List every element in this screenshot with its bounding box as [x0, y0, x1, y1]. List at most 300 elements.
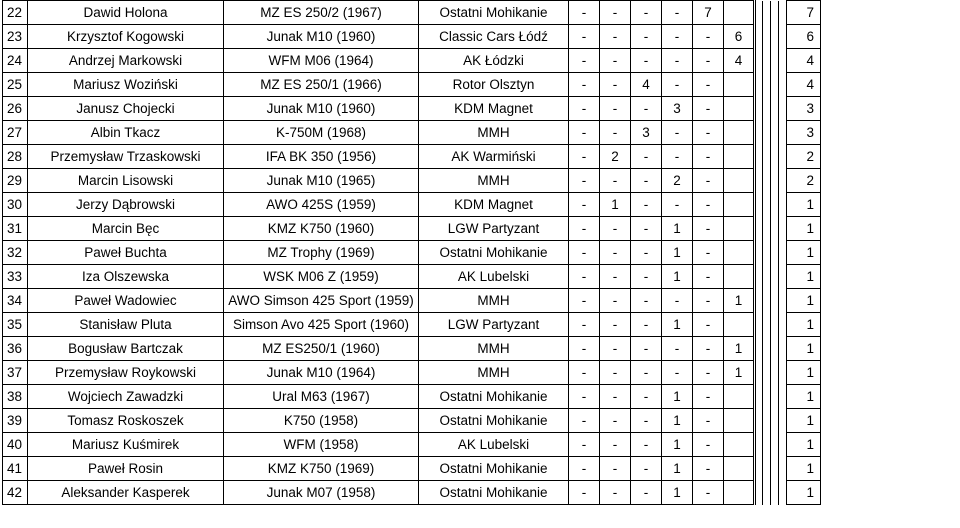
separator-cell — [755, 409, 763, 433]
round-1-points-cell: - — [569, 49, 600, 73]
club-cell: Ostatni Mohikanie — [419, 385, 569, 409]
separator-cell — [771, 265, 779, 289]
separator-cell — [763, 361, 771, 385]
separator-cell — [779, 457, 787, 481]
club-cell: LGW Partyzant — [419, 313, 569, 337]
rider-name-cell: Krzysztof Kogowski — [28, 25, 224, 49]
round-4-points-cell: 2 — [662, 169, 693, 193]
club-cell: AK Warmiński — [419, 145, 569, 169]
round-6-points-cell — [724, 433, 755, 457]
round-2-points-cell: - — [600, 457, 631, 481]
round-4-points-cell: 3 — [662, 97, 693, 121]
rider-name-cell: Paweł Rosin — [28, 457, 224, 481]
table-row — [3, 337, 821, 361]
separator-cell — [755, 385, 763, 409]
separator-cell — [771, 457, 779, 481]
separator-cell — [771, 481, 779, 505]
round-6-points-cell — [724, 145, 755, 169]
separator-cell — [763, 241, 771, 265]
total-points-cell: 1 — [787, 433, 821, 457]
round-5-points-cell: - — [693, 25, 724, 49]
separator-cell — [779, 97, 787, 121]
round-3-points-cell: - — [631, 289, 662, 313]
table-row — [3, 241, 821, 265]
motorcycle-cell: Junak M10 (1965) — [224, 169, 419, 193]
round-3-points-cell: - — [631, 433, 662, 457]
separator-cell — [763, 313, 771, 337]
separator-cell — [763, 1, 771, 25]
rider-name-cell: Paweł Wadowiec — [28, 289, 224, 313]
separator-cell — [771, 25, 779, 49]
club-cell: Ostatni Mohikanie — [419, 481, 569, 505]
round-3-points-cell: - — [631, 97, 662, 121]
round-4-points-cell: 1 — [662, 385, 693, 409]
motorcycle-cell: WSK M06 Z (1959) — [224, 265, 419, 289]
round-6-points-cell — [724, 313, 755, 337]
position-cell: 30 — [3, 193, 28, 217]
total-points-cell: 1 — [787, 361, 821, 385]
rider-name-cell: Iza Olszewska — [28, 265, 224, 289]
round-2-points-cell: - — [600, 49, 631, 73]
separator-cell — [779, 481, 787, 505]
motorcycle-cell: IFA BK 350 (1956) — [224, 145, 419, 169]
separator-cell — [771, 193, 779, 217]
rider-name-cell: Mariusz Kuśmirek — [28, 433, 224, 457]
table-row — [3, 25, 821, 49]
round-4-points-cell: - — [662, 49, 693, 73]
separator-cell — [771, 409, 779, 433]
total-points-cell: 1 — [787, 289, 821, 313]
position-cell: 37 — [3, 361, 28, 385]
separator-cell — [763, 25, 771, 49]
position-cell: 40 — [3, 433, 28, 457]
round-4-points-cell: - — [662, 145, 693, 169]
round-3-points-cell: 4 — [631, 73, 662, 97]
separator-cell — [779, 241, 787, 265]
table-row — [3, 217, 821, 241]
separator-cell — [763, 49, 771, 73]
separator-cell — [755, 361, 763, 385]
round-3-points-cell: - — [631, 361, 662, 385]
total-points-cell: 1 — [787, 385, 821, 409]
table-row — [3, 433, 821, 457]
round-2-points-cell: 2 — [600, 145, 631, 169]
separator-cell — [755, 25, 763, 49]
separator-cell — [755, 121, 763, 145]
round-4-points-cell: - — [662, 25, 693, 49]
round-1-points-cell: - — [569, 409, 600, 433]
position-cell: 42 — [3, 481, 28, 505]
separator-cell — [771, 241, 779, 265]
separator-cell — [763, 121, 771, 145]
separator-cell — [763, 97, 771, 121]
separator-cell — [771, 169, 779, 193]
table-row — [3, 265, 821, 289]
position-cell: 25 — [3, 73, 28, 97]
results-table — [2, 0, 821, 505]
club-cell: Ostatni Mohikanie — [419, 457, 569, 481]
round-1-points-cell: - — [569, 97, 600, 121]
round-5-points-cell: - — [693, 409, 724, 433]
motorcycle-cell: MZ ES250/1 (1960) — [224, 337, 419, 361]
round-2-points-cell: - — [600, 241, 631, 265]
round-2-points-cell: - — [600, 121, 631, 145]
motorcycle-cell: MZ ES 250/1 (1966) — [224, 73, 419, 97]
total-points-cell: 1 — [787, 241, 821, 265]
motorcycle-cell: WFM (1958) — [224, 433, 419, 457]
round-4-points-cell: - — [662, 361, 693, 385]
separator-cell — [771, 217, 779, 241]
round-6-points-cell — [724, 1, 755, 25]
position-cell: 41 — [3, 457, 28, 481]
club-cell: AK Lubelski — [419, 265, 569, 289]
separator-cell — [755, 337, 763, 361]
position-cell: 38 — [3, 385, 28, 409]
position-cell: 28 — [3, 145, 28, 169]
table-row — [3, 145, 821, 169]
round-2-points-cell: - — [600, 481, 631, 505]
club-cell: MMH — [419, 337, 569, 361]
separator-cell — [771, 49, 779, 73]
separator-cell — [779, 217, 787, 241]
club-cell: Classic Cars Łódź — [419, 25, 569, 49]
round-3-points-cell: - — [631, 409, 662, 433]
motorcycle-cell: K-750M (1968) — [224, 121, 419, 145]
separator-cell — [771, 145, 779, 169]
total-points-cell: 4 — [787, 73, 821, 97]
round-4-points-cell: 1 — [662, 241, 693, 265]
round-5-points-cell: - — [693, 265, 724, 289]
round-6-points-cell — [724, 409, 755, 433]
separator-cell — [779, 121, 787, 145]
motorcycle-cell: KMZ K750 (1960) — [224, 217, 419, 241]
round-2-points-cell: - — [600, 73, 631, 97]
round-2-points-cell: - — [600, 409, 631, 433]
total-points-cell: 1 — [787, 481, 821, 505]
club-cell: Ostatni Mohikanie — [419, 409, 569, 433]
round-5-points-cell: - — [693, 121, 724, 145]
separator-cell — [779, 169, 787, 193]
table-row — [3, 313, 821, 337]
round-5-points-cell: - — [693, 217, 724, 241]
rider-name-cell: Bogusław Bartczak — [28, 337, 224, 361]
separator-cell — [779, 433, 787, 457]
round-6-points-cell — [724, 457, 755, 481]
round-2-points-cell: - — [600, 289, 631, 313]
table-row — [3, 169, 821, 193]
round-3-points-cell: - — [631, 337, 662, 361]
motorcycle-cell: AWO 425S (1959) — [224, 193, 419, 217]
round-4-points-cell: - — [662, 121, 693, 145]
total-points-cell: 4 — [787, 49, 821, 73]
position-cell: 35 — [3, 313, 28, 337]
table-row — [3, 121, 821, 145]
round-4-points-cell: - — [662, 193, 693, 217]
position-cell: 36 — [3, 337, 28, 361]
total-points-cell: 1 — [787, 409, 821, 433]
separator-cell — [763, 169, 771, 193]
round-5-points-cell: 7 — [693, 1, 724, 25]
table-row — [3, 409, 821, 433]
separator-cell — [779, 313, 787, 337]
club-cell: Ostatni Mohikanie — [419, 241, 569, 265]
total-points-cell: 1 — [787, 265, 821, 289]
table-row — [3, 361, 821, 385]
round-6-points-cell: 4 — [724, 49, 755, 73]
round-3-points-cell: - — [631, 49, 662, 73]
table-row — [3, 97, 821, 121]
separator-cell — [755, 169, 763, 193]
separator-cell — [779, 385, 787, 409]
separator-cell — [763, 385, 771, 409]
motorcycle-cell: Simson Avo 425 Sport (1960) — [224, 313, 419, 337]
round-5-points-cell: - — [693, 481, 724, 505]
round-6-points-cell: 6 — [724, 25, 755, 49]
separator-cell — [779, 1, 787, 25]
separator-cell — [755, 433, 763, 457]
separator-cell — [771, 361, 779, 385]
separator-cell — [755, 313, 763, 337]
club-cell: MMH — [419, 289, 569, 313]
position-cell: 32 — [3, 241, 28, 265]
round-3-points-cell: - — [631, 313, 662, 337]
round-5-points-cell: - — [693, 289, 724, 313]
round-4-points-cell: 1 — [662, 265, 693, 289]
rider-name-cell: Tomasz Roskoszek — [28, 409, 224, 433]
club-cell: MMH — [419, 169, 569, 193]
total-points-cell: 1 — [787, 217, 821, 241]
round-3-points-cell: - — [631, 457, 662, 481]
separator-cell — [779, 265, 787, 289]
round-5-points-cell: - — [693, 361, 724, 385]
separator-cell — [763, 409, 771, 433]
rider-name-cell: Mariusz Woziński — [28, 73, 224, 97]
position-cell: 33 — [3, 265, 28, 289]
rider-name-cell: Przemysław Roykowski — [28, 361, 224, 385]
separator-cell — [771, 73, 779, 97]
total-points-cell: 2 — [787, 145, 821, 169]
separator-cell — [763, 265, 771, 289]
separator-cell — [763, 337, 771, 361]
round-5-points-cell: - — [693, 49, 724, 73]
separator-cell — [755, 481, 763, 505]
round-2-points-cell: - — [600, 337, 631, 361]
club-cell: KDM Magnet — [419, 97, 569, 121]
round-1-points-cell: - — [569, 169, 600, 193]
separator-cell — [779, 361, 787, 385]
round-5-points-cell: - — [693, 241, 724, 265]
total-points-cell: 1 — [787, 457, 821, 481]
position-cell: 27 — [3, 121, 28, 145]
motorcycle-cell: Junak M10 (1960) — [224, 97, 419, 121]
position-cell: 31 — [3, 217, 28, 241]
rider-name-cell: Jerzy Dąbrowski — [28, 193, 224, 217]
separator-cell — [779, 145, 787, 169]
separator-cell — [763, 217, 771, 241]
round-5-points-cell: - — [693, 337, 724, 361]
table-row — [3, 289, 821, 313]
round-4-points-cell: 1 — [662, 481, 693, 505]
separator-cell — [779, 409, 787, 433]
round-1-points-cell: - — [569, 385, 600, 409]
round-3-points-cell: - — [631, 145, 662, 169]
separator-cell — [763, 457, 771, 481]
round-6-points-cell — [724, 193, 755, 217]
round-1-points-cell: - — [569, 361, 600, 385]
round-6-points-cell — [724, 385, 755, 409]
round-5-points-cell: - — [693, 73, 724, 97]
separator-cell — [771, 1, 779, 25]
separator-cell — [755, 145, 763, 169]
round-1-points-cell: - — [569, 481, 600, 505]
round-5-points-cell: - — [693, 457, 724, 481]
round-6-points-cell — [724, 169, 755, 193]
club-cell: KDM Magnet — [419, 193, 569, 217]
round-1-points-cell: - — [569, 241, 600, 265]
total-points-cell: 7 — [787, 1, 821, 25]
round-2-points-cell: - — [600, 1, 631, 25]
club-cell: AK Lubelski — [419, 433, 569, 457]
rider-name-cell: Przemysław Trzaskowski — [28, 145, 224, 169]
total-points-cell: 1 — [787, 193, 821, 217]
club-cell: MMH — [419, 121, 569, 145]
round-5-points-cell: - — [693, 145, 724, 169]
position-cell: 39 — [3, 409, 28, 433]
motorcycle-cell: K750 (1958) — [224, 409, 419, 433]
rider-name-cell: Marcin Bęc — [28, 217, 224, 241]
results-body — [3, 1, 821, 505]
motorcycle-cell: Junak M07 (1958) — [224, 481, 419, 505]
separator-cell — [763, 193, 771, 217]
position-cell: 22 — [3, 1, 28, 25]
separator-cell — [755, 1, 763, 25]
position-cell: 29 — [3, 169, 28, 193]
separator-cell — [755, 193, 763, 217]
total-points-cell: 3 — [787, 121, 821, 145]
round-6-points-cell — [724, 73, 755, 97]
separator-cell — [755, 73, 763, 97]
round-2-points-cell: - — [600, 361, 631, 385]
separator-cell — [763, 481, 771, 505]
round-1-points-cell: - — [569, 193, 600, 217]
separator-cell — [779, 193, 787, 217]
round-3-points-cell: - — [631, 169, 662, 193]
rider-name-cell: Dawid Holona — [28, 1, 224, 25]
round-6-points-cell — [724, 217, 755, 241]
total-points-cell: 3 — [787, 97, 821, 121]
separator-cell — [763, 73, 771, 97]
rider-name-cell: Aleksander Kasperek — [28, 481, 224, 505]
separator-cell — [779, 337, 787, 361]
round-3-points-cell: - — [631, 481, 662, 505]
position-cell: 34 — [3, 289, 28, 313]
round-3-points-cell: - — [631, 1, 662, 25]
round-5-points-cell: - — [693, 169, 724, 193]
round-6-points-cell — [724, 265, 755, 289]
round-5-points-cell: - — [693, 433, 724, 457]
round-3-points-cell: - — [631, 265, 662, 289]
rider-name-cell: Janusz Chojecki — [28, 97, 224, 121]
separator-cell — [755, 241, 763, 265]
separator-cell — [771, 337, 779, 361]
separator-cell — [771, 385, 779, 409]
table-row — [3, 193, 821, 217]
round-1-points-cell: - — [569, 313, 600, 337]
separator-cell — [771, 121, 779, 145]
motorcycle-cell: Ural M63 (1967) — [224, 385, 419, 409]
motorcycle-cell: Junak M10 (1960) — [224, 25, 419, 49]
round-1-points-cell: - — [569, 25, 600, 49]
round-1-points-cell: - — [569, 337, 600, 361]
separator-cell — [779, 25, 787, 49]
separator-cell — [755, 49, 763, 73]
round-1-points-cell: - — [569, 121, 600, 145]
rider-name-cell: Albin Tkacz — [28, 121, 224, 145]
round-6-points-cell — [724, 97, 755, 121]
club-cell: AK Łódzki — [419, 49, 569, 73]
club-cell: Rotor Olsztyn — [419, 73, 569, 97]
round-6-points-cell — [724, 481, 755, 505]
table-row — [3, 49, 821, 73]
round-1-points-cell: - — [569, 289, 600, 313]
round-1-points-cell: - — [569, 265, 600, 289]
motorcycle-cell: Junak M10 (1964) — [224, 361, 419, 385]
separator-cell — [779, 73, 787, 97]
round-6-points-cell: 1 — [724, 337, 755, 361]
round-2-points-cell: - — [600, 265, 631, 289]
separator-cell — [755, 457, 763, 481]
separator-cell — [755, 97, 763, 121]
round-1-points-cell: - — [569, 217, 600, 241]
round-3-points-cell: - — [631, 241, 662, 265]
motorcycle-cell: MZ ES 250/2 (1967) — [224, 1, 419, 25]
separator-cell — [771, 97, 779, 121]
round-3-points-cell: - — [631, 193, 662, 217]
round-1-points-cell: - — [569, 145, 600, 169]
club-cell: Ostatni Mohikanie — [419, 1, 569, 25]
rider-name-cell: Wojciech Zawadzki — [28, 385, 224, 409]
round-2-points-cell: - — [600, 169, 631, 193]
round-6-points-cell: 1 — [724, 361, 755, 385]
table-row — [3, 481, 821, 505]
round-4-points-cell: 1 — [662, 313, 693, 337]
rider-name-cell: Stanisław Pluta — [28, 313, 224, 337]
round-6-points-cell — [724, 121, 755, 145]
round-4-points-cell: - — [662, 1, 693, 25]
round-3-points-cell: - — [631, 25, 662, 49]
position-cell: 26 — [3, 97, 28, 121]
round-2-points-cell: - — [600, 97, 631, 121]
motorcycle-cell: WFM M06 (1964) — [224, 49, 419, 73]
motorcycle-cell: AWO Simson 425 Sport (1959) — [224, 289, 419, 313]
round-5-points-cell: - — [693, 193, 724, 217]
round-1-points-cell: - — [569, 1, 600, 25]
separator-cell — [763, 145, 771, 169]
separator-cell — [779, 289, 787, 313]
table-row — [3, 73, 821, 97]
rider-name-cell: Andrzej Markowski — [28, 49, 224, 73]
position-cell: 23 — [3, 25, 28, 49]
round-4-points-cell: - — [662, 337, 693, 361]
separator-cell — [755, 265, 763, 289]
round-6-points-cell — [724, 241, 755, 265]
round-4-points-cell: - — [662, 289, 693, 313]
round-4-points-cell: 1 — [662, 457, 693, 481]
separator-cell — [771, 289, 779, 313]
round-2-points-cell: 1 — [600, 193, 631, 217]
motorcycle-cell: KMZ K750 (1969) — [224, 457, 419, 481]
rider-name-cell: Marcin Lisowski — [28, 169, 224, 193]
